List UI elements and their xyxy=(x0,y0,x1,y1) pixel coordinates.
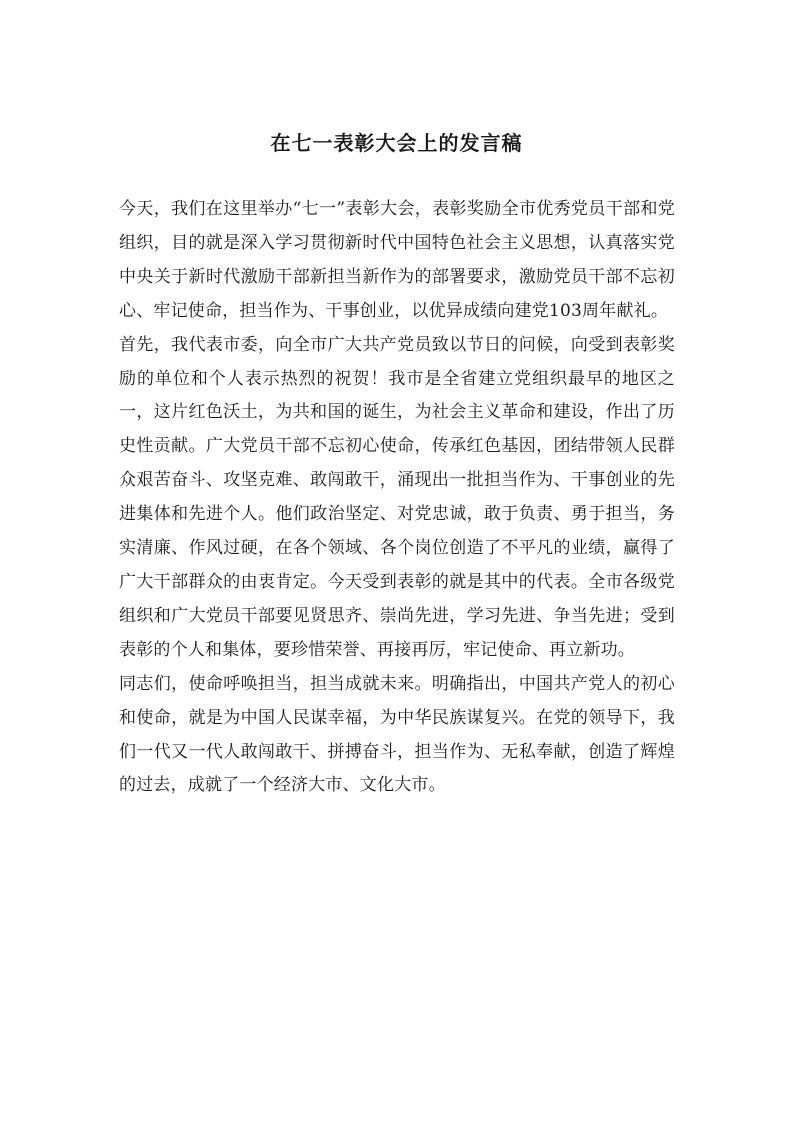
document-title: 在七一表彰大会上的发言稿 xyxy=(270,131,523,155)
paragraph-2: 首先，我代表市委，向全市广大共产党员致以节日的问候，向受到表彰奖励的单位和个人表示热烈的祝贺！我市是全省建立党组织最早的地区之一，这片红色沃土，为共和国的诞生，为社会主义革命和建设，作出了历史性贡献。广大党员干部不忘初心使命，传承红色基因，团结带领人民群众艰苦奋斗、攻坚克难、敢闯敢干，涌现出一批担当作为、干事创业的先进集体和先进个人。他们政治坚定、对党忠诚，敢于负责、勇于担当，务实清廉、作风过硬，在各个领域、各个岗位创造了不平凡的业绩，赢得了广大干部群众的由衷肯定。今天受到表彰的就是其中的代表。全市各级党组织和广大党员干部要见贤思齐、崇尚先进，学习先进、争当先进；受到表彰的个人和集体，要珍惜荣誉、再接再厉，牢记使命、再立新功。 xyxy=(119,334,675,660)
paragraph-1: 今天，我们在这里举办“七一”表彰大会，表彰奖励全市优秀党员干部和党组织，目的就是深入学习贯彻新时代中国特色社会主义思想，认真落实党中央关于新时代激励干部新担当新作为的部署要求，激励党员干部不忘初心、牢记使命，担当作为、干事创业，以优异成绩向建党103周年献礼。 xyxy=(119,199,675,321)
paragraph-3: 同志们，使命呼唤担当，担当成就未来。明确指出，中国共产党人的初心和使命，就是为中国人民谋幸福，为中华民族谋复兴。在党的领导下，我们一代又一代人敢闯敢干、拼搏奋斗，担当作为、无私奉献，创造了辉煌的过去，成就了一个经济大市、文化大市。 xyxy=(119,673,675,796)
document-body xyxy=(119,193,675,803)
